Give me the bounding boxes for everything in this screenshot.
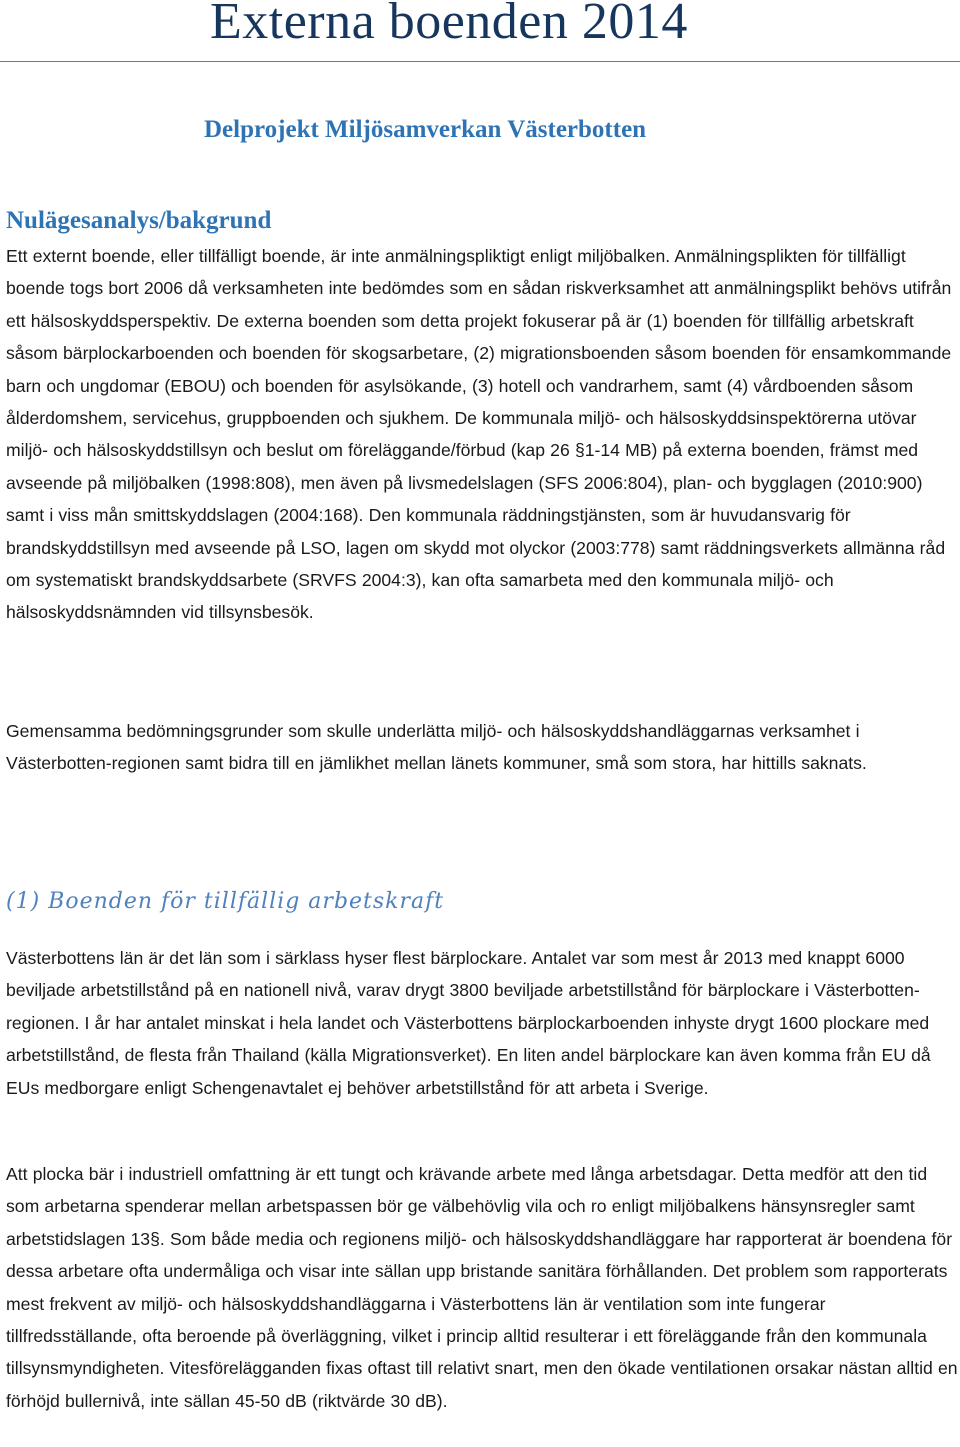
document-title: Externa boenden 2014 <box>210 0 688 50</box>
paragraph-assessment-criteria: Gemensamma bedömningsgrunder som skulle underlätta miljö- och hälsoskyddshandläggarnas verksamhet i Västerbotten-regionen samt bidra till en jämlikhet mellan länets kommuner, små som stora, har hittills saknats. <box>6 721 867 774</box>
document-subtitle: Delprojekt Miljösamverkan Västerbotten <box>204 116 647 143</box>
title-underline-rule <box>0 61 960 62</box>
section-heading-background: Nulägesanalys/bakgrund <box>6 207 272 234</box>
paragraph-background: Ett externt boende, eller tillfälligt boende, är inte anmälningspliktigt enligt miljöbalken. Anmälningsplikten för tillfälligt boende togs bort 2006 då verksamheten inte bedömdes som en sådan riskverksamhet att anmälningsplikt behövs utifrån ett hälsoskyddsperspektiv. De externa boenden som detta projekt fokuserar på är (1) boenden för tillfällig arbetskraft såsom bärplockarboenden och boenden för skogsarbetare, (2) migrationsboenden såsom boenden för ensamkommande barn och ungdomar (EBOU) och boenden för asylsökande, (3) hotell och vandrarhem, samt (4) vårdboenden såsom ålderdomshem, servicehus, gruppboenden och sjukhem. De kommunala miljö- och hälsoskyddsinspektörerna utövar miljö- och hälsoskyddstillsyn och beslut om föreläggande/förbud (kap 26 §1-14 MB) på externa boenden, främst med avseende på miljöbalken (1998:808), men även på livsmedelslagen (SFS 2006:804), plan- och bygglagen (2010:900) samt i viss mån smittskyddslagen (2004:168). Den kommunala räddningstjänsten, som är huvudansvarig för brandskyddstillsyn med avseende på LSO, lagen om skydd mot olyckor (2003:778) samt räddningsverkets allmänna råd om systematiskt brandskyddsarbete (SRVFS 2004:3), kan ofta samarbeta med den kommunala miljö- och hälsoskyddsnämnden vid tillsynsbesök. <box>6 246 952 623</box>
subsection-heading-temporary-workforce: (1) Boenden för tillfällig arbetskraft <box>6 889 445 914</box>
paragraph-working-conditions: Att plocka bär i industriell omfattning är ett tungt och krävande arbete med långa arbetsdagar. Detta medför att den tid som arbetarna spenderar mellan arbetspassen bör ge välbehövlig vila och ro enligt miljöbalkens hänsynsregler samt arbetstidslagen 13§. Som både media och regionens miljö- och hälsoskyddshandläggare har rapporterat är boendena för dessa arbetare ofta undermåliga och visar inte sällan upp bristande sanitära förhållanden. Det problem som rapporterats mest frekvent av miljö- och hälsoskyddshandläggarna i Västerbottens län är ventilation som inte fungerar tillfredsställande, ofta beroende på överläggning, vilket i princip alltid resulterar i ett föreläggande från den kommunala tillsynsmyndigheten. Vitesförelägganden fixas oftast till relativt snart, men den ökade ventilationen orsakar nästan alltid en förhöjd bullernivå, inte sällan 45-50 dB (riktvärde 30 dB). <box>6 1164 958 1411</box>
paragraph-berry-pickers: Västerbottens län är det län som i särklass hyser flest bärplockare. Antalet var som mest år 2013 med knappt 6000 beviljade arbetstillstånd på en nationell nivå, varav drygt 3800 beviljade arbetstillstånd för bärplockare i Västerbotten-regionen. I år har antalet minskat i hela landet och Västerbottens bärplockarboenden inhyste drygt 1600 plockare med arbetstillstånd, de flesta från Thailand (källa Migrationsverket). En liten andel bärplockare kan även komma från EU då EUs medborgare enligt Schengenavtalet ej behöver arbetstillstånd för att arbeta i Sverige. <box>6 948 931 1098</box>
